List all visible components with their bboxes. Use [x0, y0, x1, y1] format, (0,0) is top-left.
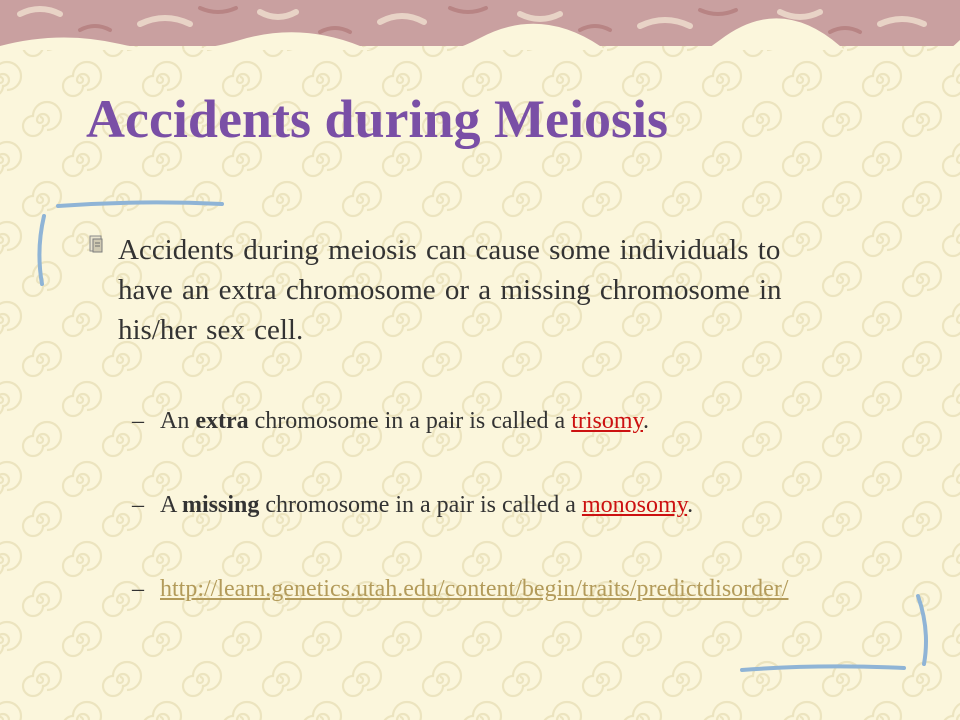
period: .: [687, 492, 694, 518]
sub-bullet-text: A: [160, 492, 183, 518]
sub-bullet-text: chromosome in a pair is called a: [248, 408, 572, 434]
trisomy-link[interactable]: trisomy: [571, 408, 643, 434]
period: .: [642, 408, 649, 434]
bullet-icon: [88, 234, 104, 254]
slide-title: Accidents during Meiosis: [86, 89, 669, 149]
sub-bullet-text: chromosome in a pair is called a: [259, 492, 582, 518]
sub-bullet-monosomy: [132, 490, 693, 520]
sub-bullet-trisomy: [132, 406, 649, 436]
dash: –: [132, 492, 144, 518]
genetics-utah-link[interactable]: http://learn.genetics.utah.edu/content/begin/traits/predictdisorder/: [160, 576, 789, 602]
monosomy-link[interactable]: monosomy: [581, 492, 688, 518]
emphasis-text: extra: [195, 408, 249, 434]
sub-bullet-link: [132, 574, 892, 604]
emphasis-text: missing: [182, 492, 260, 518]
dash: –: [132, 576, 144, 602]
main-bullet-text: Accidents during meiosis can cause some individuals to have an extra chromosome or a missing chromosome in his/her sex cell.: [118, 234, 782, 346]
sub-bullet-text: An: [160, 408, 196, 434]
dash: –: [132, 408, 144, 434]
